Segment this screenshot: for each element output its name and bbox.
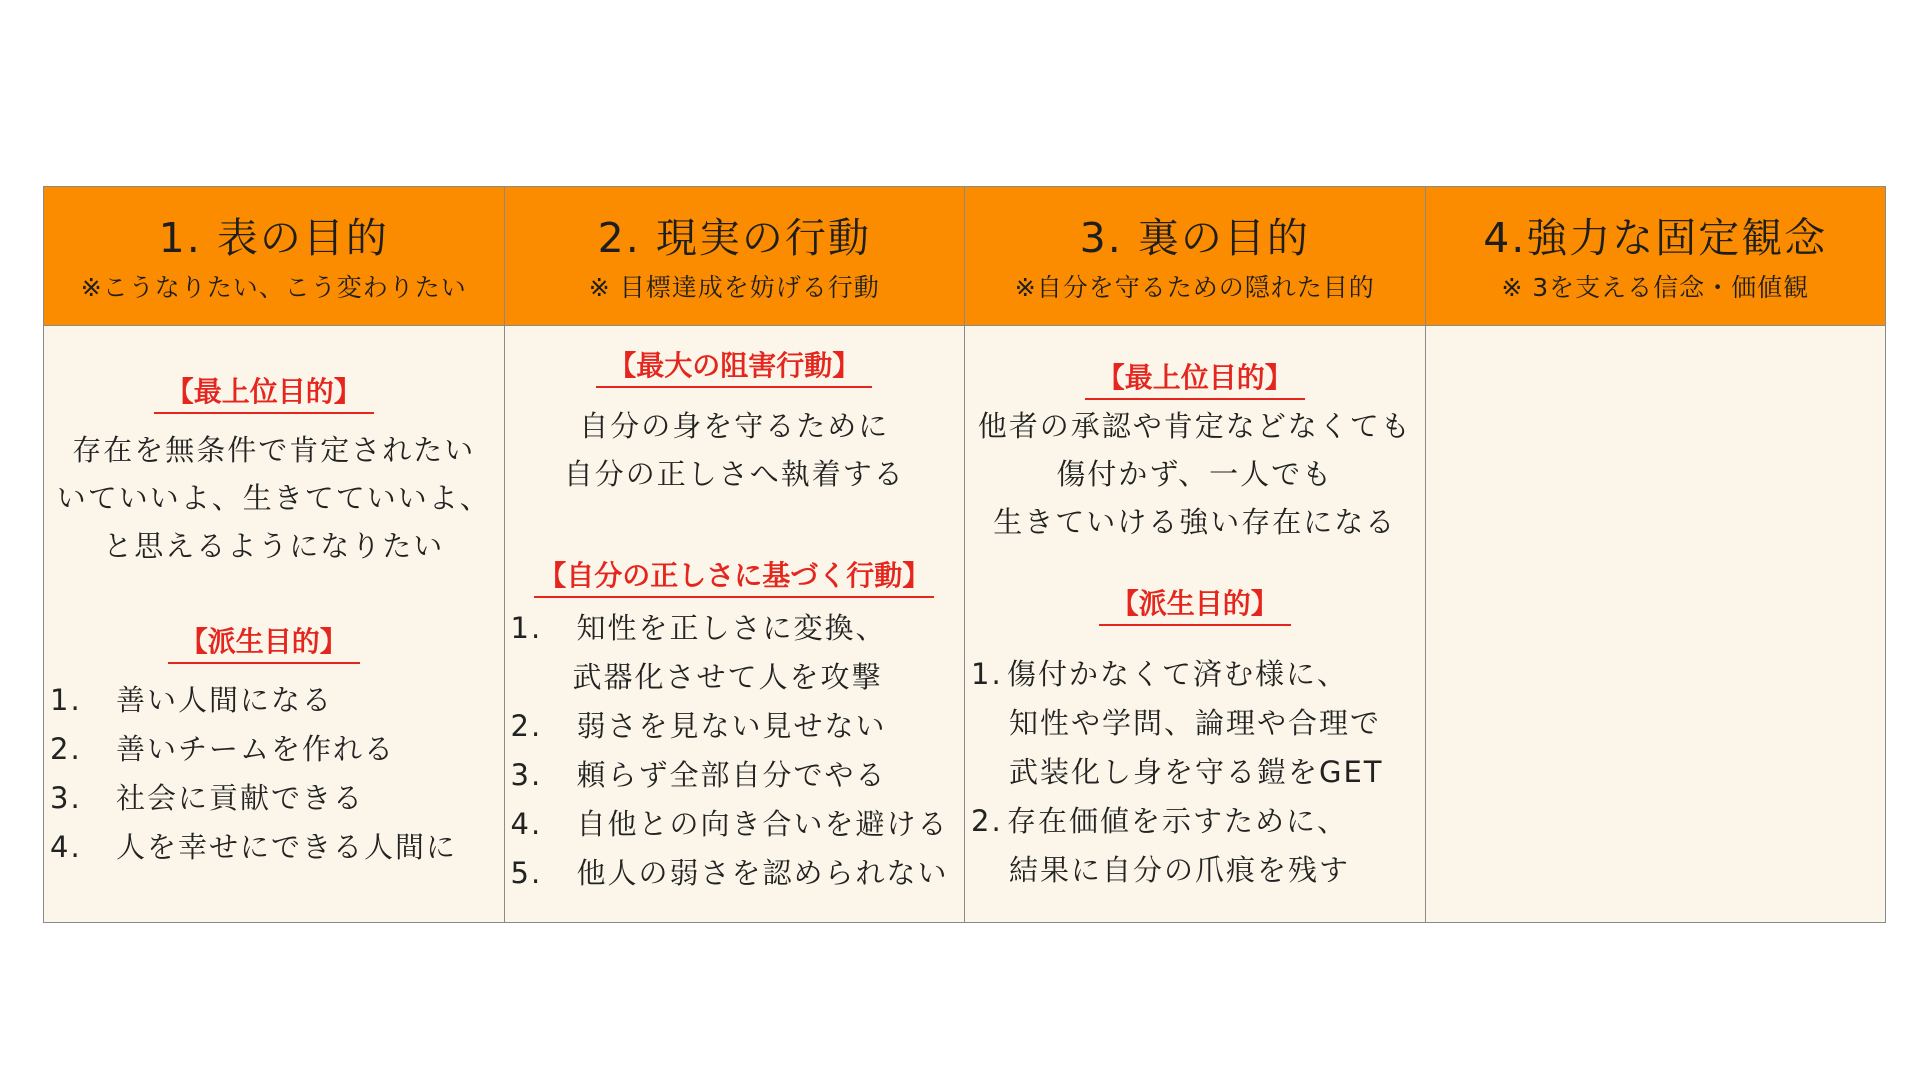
section-heading: 【自分の正しさに基づく行動】 xyxy=(505,556,965,598)
list-item-continuation: 武器化させて人を攻撃 xyxy=(572,660,883,694)
header-row xyxy=(44,187,1886,326)
column-header-2 xyxy=(504,187,965,326)
column-header-3 xyxy=(965,187,1426,326)
column-body-2 xyxy=(504,326,965,923)
text-line: 傷付かず、一人でも xyxy=(1056,457,1334,491)
text-line: 自分の正しさへ執着する xyxy=(563,457,905,491)
section-heading: 【最上位目的】 xyxy=(24,372,504,414)
section-heading: 【派生目的】 xyxy=(24,622,504,664)
column-title-1: 1. 表の目的 xyxy=(158,214,389,262)
section-heading: 【最大の阻害行動】 xyxy=(505,346,965,388)
text-line: 自分の身を守るために xyxy=(579,409,890,443)
list-item: 1. 傷付かなくて済む様に、 xyxy=(971,657,1349,691)
derived-goal-list xyxy=(44,676,504,872)
column-title-3: 3. 裏の目的 xyxy=(1079,214,1310,262)
text-line: と思えるようになりたい xyxy=(103,529,445,563)
text-line: 存在を無条件で肯定されたい xyxy=(72,433,476,467)
list-item: 2. 存在価値を示すために、 xyxy=(971,804,1349,838)
column-title-2: 2. 現実の行動 xyxy=(597,214,871,262)
list-item-continuation: 武装化し身を守る鎧をGET xyxy=(1009,755,1384,789)
text-line: 他者の承認や肯定などなくても xyxy=(977,409,1412,443)
behavior-list xyxy=(505,604,965,898)
section-heading: 【最上位目的】 xyxy=(965,358,1425,400)
list-item: 5. 他人の弱さを認められない xyxy=(510,856,949,890)
immunity-map-table xyxy=(43,186,1886,923)
column-body-3 xyxy=(965,326,1426,923)
top-goal-section xyxy=(44,372,504,570)
list-item: 4. 自他との向き合いを避ける xyxy=(510,807,949,841)
hidden-top-goal-section xyxy=(965,358,1425,546)
text-line: いていいよ、生きてていいよ、 xyxy=(56,481,491,515)
list-item: 1. 善い人間になる xyxy=(50,683,334,717)
hidden-derived-list xyxy=(965,650,1425,895)
behavior-section xyxy=(505,556,965,898)
list-item-continuation: 知性や学問、論理や合理で xyxy=(1009,706,1382,740)
list-item: 3. 頼らず全部自分でやる xyxy=(510,758,887,792)
list-item: 2. 弱さを見ない見せない xyxy=(510,709,887,743)
text-line: 生きていける強い存在になる xyxy=(993,505,1397,539)
section-heading: 【派生目的】 xyxy=(965,584,1425,626)
column-subtitle-1: ※こうなりたい、こう変わりたい xyxy=(80,273,467,302)
derived-goal-section xyxy=(44,622,504,872)
list-item: 3. 社会に貢献できる xyxy=(50,781,365,815)
body-row xyxy=(44,326,1886,923)
column-subtitle-3: ※自分を守るための隠れた目的 xyxy=(1014,273,1375,302)
column-title-4: 4.強力な固定観念 xyxy=(1483,214,1828,262)
main-obstacle-section xyxy=(505,346,965,498)
column-body-1 xyxy=(44,326,505,923)
column-subtitle-4: ※ 3を支える信念・価値観 xyxy=(1501,273,1810,302)
column-subtitle-2: ※ 目標達成を妨げる行動 xyxy=(588,273,880,302)
column-header-4 xyxy=(1425,187,1886,326)
list-item: 2. 善いチームを作れる xyxy=(50,732,396,766)
column-body-4 xyxy=(1425,326,1886,923)
list-item: 4. 人を幸せにできる人間に xyxy=(50,830,458,864)
column-header-1 xyxy=(44,187,505,326)
hidden-derived-section xyxy=(965,584,1425,895)
list-item-continuation: 結果に自分の爪痕を残す xyxy=(1009,853,1351,887)
list-item: 1. 知性を正しさに変換、 xyxy=(510,611,887,645)
